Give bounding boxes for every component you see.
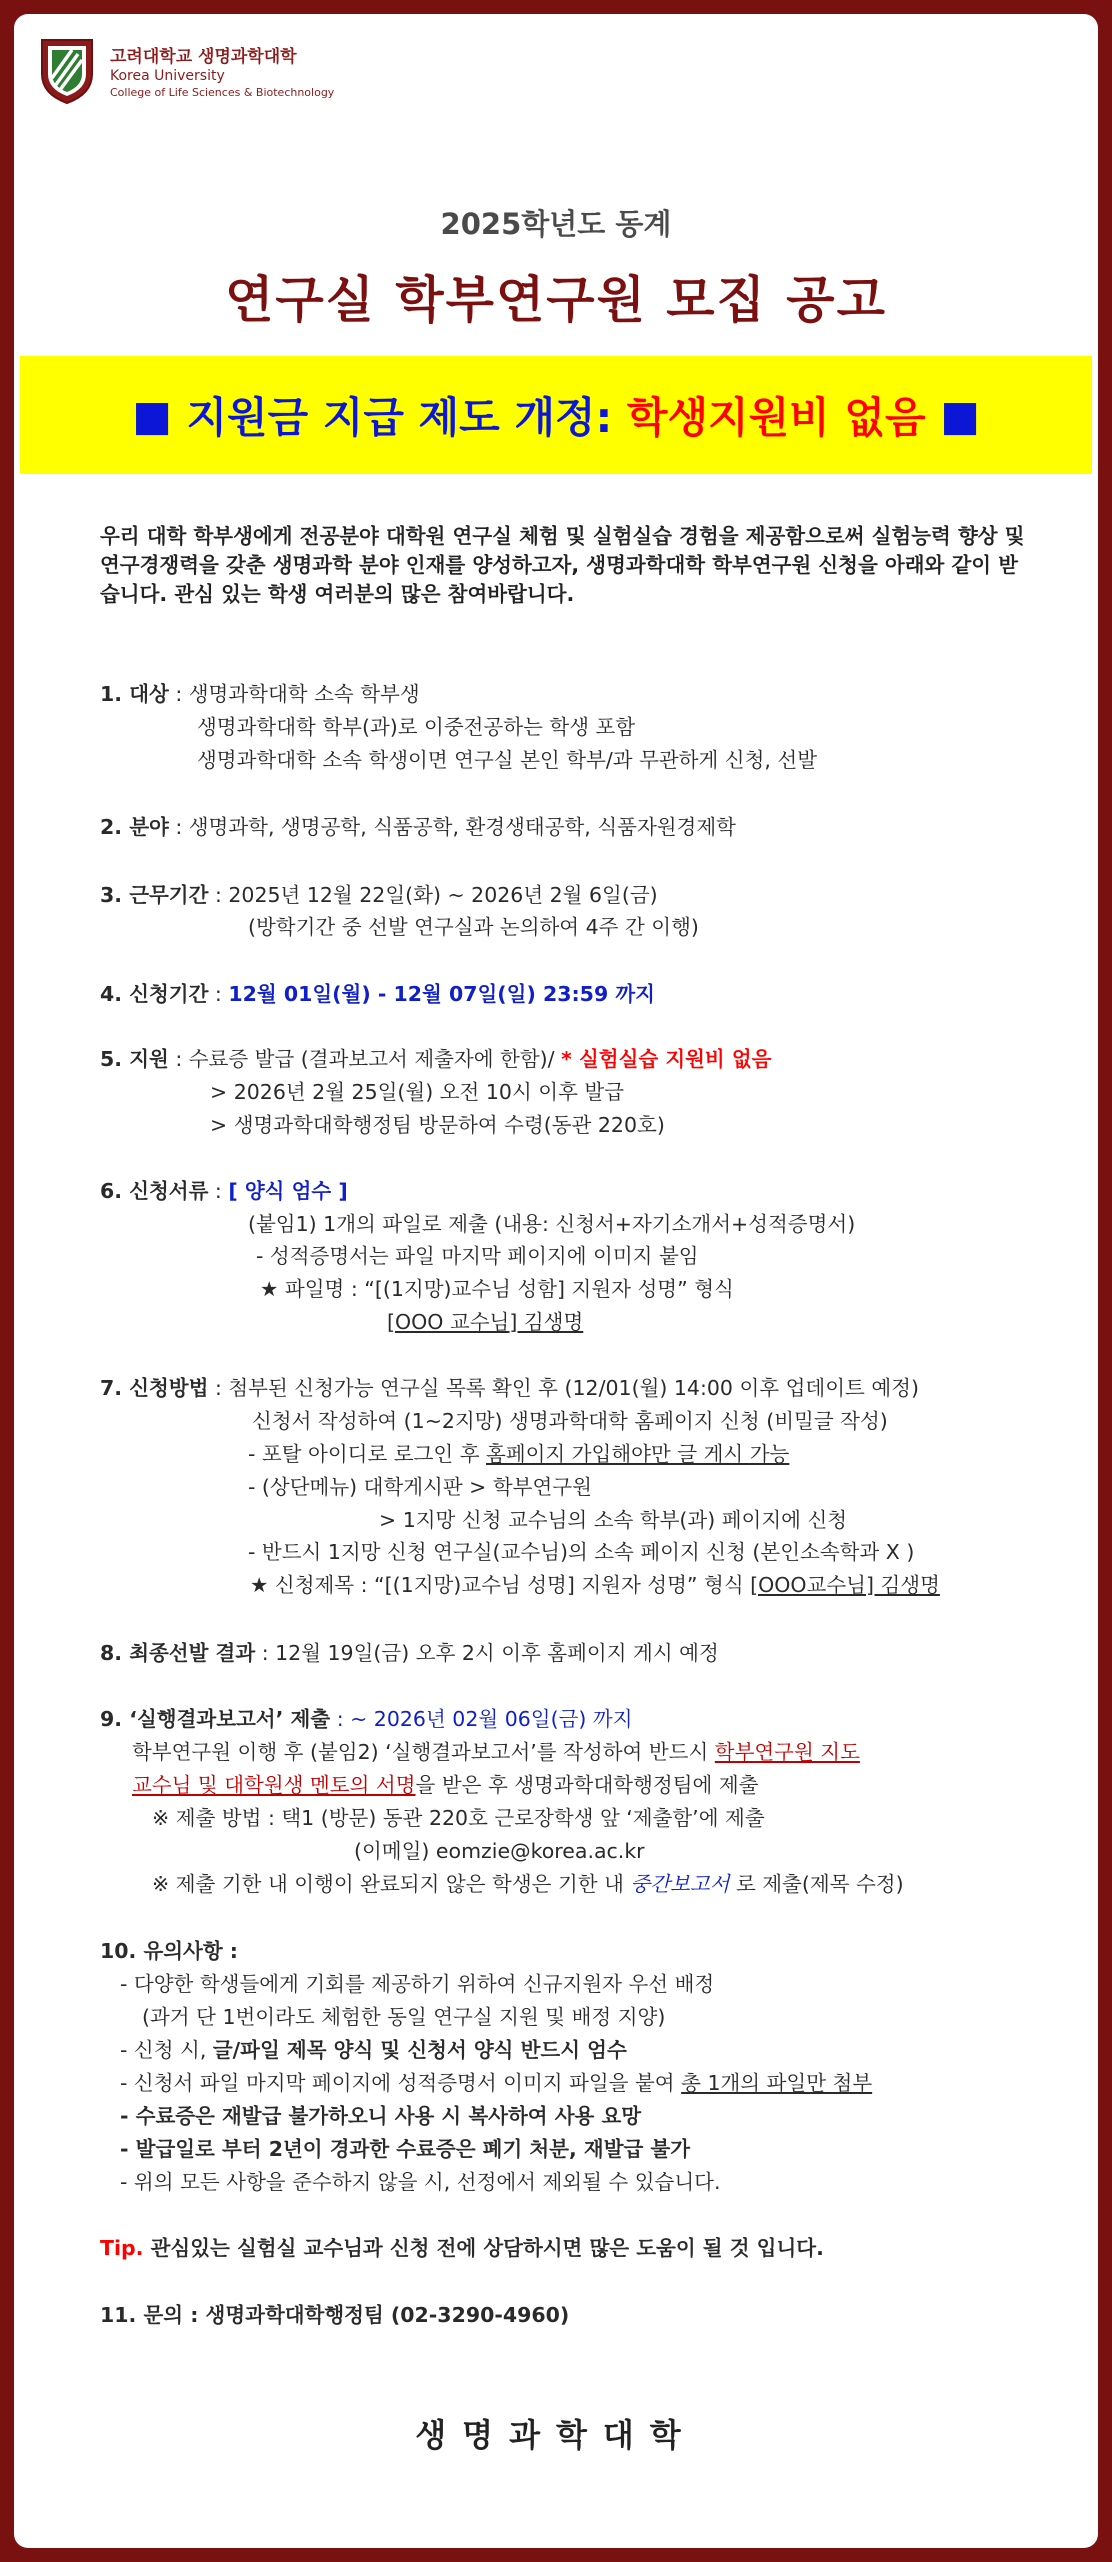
footer-college-name: 생명과학대학 (415, 2416, 697, 2454)
section-heading: 5. 지원 (100, 1047, 169, 1071)
title-example: [OOO교수님] 김생명 (750, 1573, 940, 1597)
square-icon: ■ (132, 390, 172, 440)
section-7-line: 신청서 작성하여 (1~2지망) 생명과학대학 홈페이지 신청 (비밀글 작성) (252, 1409, 888, 1433)
section-text: : 수료증 발급 (결과보고서 제출자에 한함)/ (175, 1047, 555, 1071)
section-9-line (132, 1739, 860, 1765)
section-6-line (100, 1178, 348, 1204)
section-text: : 12월 19일(금) 오후 2시 이후 홈페이지 게시 예정 (261, 1641, 719, 1665)
section-9-line (132, 1772, 758, 1798)
no-support-note: * 실험실습 지원비 없음 (561, 1047, 772, 1071)
signature-requirement: 학부연구원 지도 (714, 1740, 860, 1764)
section-text: - 포탈 아이디로 로그인 후 (248, 1442, 487, 1466)
section-10-line (120, 2070, 872, 2096)
section-1-line: 생명과학대학 학부(과)로 이중전공하는 학생 포함 (197, 715, 636, 739)
section-heading: 2. 분야 (100, 815, 169, 839)
logo-english-name: Korea University (110, 68, 225, 84)
banner-blue-text: 지원금 지급 제도 개정: (186, 393, 613, 442)
section-text: : 생명과학대학 소속 학부생 (175, 682, 420, 706)
section-9-line (152, 1871, 904, 1897)
section-text: 학부연구원 이행 후 (붙임2) ‘실행결과보고서’를 작성하여 반드시 (132, 1740, 715, 1764)
section-heading: ‘실행결과보고서’ 제출 (129, 1707, 331, 1731)
section-6-line: ★ 파일명 : “[(1지망)교수님 성함] 지원자 성명” 형식 (260, 1277, 734, 1301)
section-7-line (100, 1375, 919, 1401)
signup-required-note: 홈페이지 가입해야만 글 게시 가능 (486, 1442, 790, 1466)
section-3-line (100, 882, 658, 908)
section-5-line: > 생명과학대학행정팀 방문하여 수령(동관 220호) (210, 1113, 665, 1137)
notice-title: 연구실 학부연구원 모집 공고 (225, 271, 887, 329)
submission-email: (이메일) eomzie@korea.ac.kr (354, 1839, 645, 1863)
intro-paragraph: 우리 대학 학부생에게 전공분야 대학원 연구실 체험 및 실험실습 경험을 제공함으로써 실험능력 향상 및 연구경쟁력을 갖춘 생명과학 분야 인재를 양성하고자, 생명과학대학 학부연구원 신청을 아래와 같이 받습니다. 관심 있는 학생 여러분의 많은 참여바랍니다. (100, 524, 1025, 606)
section-text: : 2025년 12월 22일(화) ~ 2026년 2월 6일(금) (214, 883, 658, 907)
section-colon: : (208, 1179, 229, 1203)
section-number: 9. (100, 1707, 130, 1731)
section-5-line (100, 1046, 771, 1072)
section-10-line: - 위의 모든 사항을 준수하지 않을 시, 선정에서 제외될 수 있습니다. (120, 2170, 721, 2194)
section-heading: 8. 최종선발 결과 (100, 1641, 256, 1665)
section-6-line: (붙임1) 1개의 파일로 제출 (내용: 신청서+자기소개서+성적증명서) (248, 1212, 856, 1236)
section-2-line (100, 814, 736, 840)
section-10-line: (과거 단 1번이라도 체험한 동일 연구실 지원 및 배정 지양) (142, 2005, 666, 2029)
logo-korean-name: 고려대학교 생명과학대학 (110, 47, 297, 67)
section-10-line (120, 2037, 627, 2063)
report-deadline: : ~ 2026년 02월 06일(금) 까지 (336, 1707, 633, 1731)
section-9-line: ※ 제출 방법 : 택1 (방문) 동관 220호 근로장학생 앞 ‘제출함’에 제출 (152, 1806, 765, 1830)
section-text: : 생명과학, 생명공학, 식품공학, 환경생태공학, 식품자원경제학 (175, 815, 736, 839)
section-text: - 신청 시, (120, 2038, 213, 2062)
section-8-line (100, 1640, 719, 1666)
section-10-line: - 수료증은 재발급 불가하오니 사용 시 복사하여 사용 요망 (120, 2104, 642, 2128)
shield-icon (38, 36, 96, 106)
section-3-line: (방학기간 중 선발 연구실과 논의하여 4주 간 이행) (248, 915, 699, 939)
tip-line (100, 2235, 824, 2261)
form-strict-note: [ 양식 엄수 ] (228, 1179, 348, 1203)
tip-label: Tip. (100, 2236, 144, 2260)
section-7-line: > 1지망 신청 교수님의 소속 학부(과) 페이지에 신청 (379, 1508, 848, 1532)
banner-red-text: 학생지원비 없음 (626, 393, 926, 442)
notice-subtitle: 2025학년도 동계 (440, 207, 672, 241)
logo-english-college: College of Life Sciences & Biotechnology (110, 86, 335, 99)
signature-requirement: 교수님 및 대학원생 멘토의 서명 (132, 1773, 416, 1797)
policy-banner (20, 356, 1092, 474)
section-heading: 4. 신청기간 (100, 982, 209, 1006)
single-file-note: 총 1개의 파일만 첨부 (681, 2071, 873, 2095)
section-7-line: - 반드시 1지망 신청 연구실(교수님)의 소속 페이지 신청 (본인소속학과 X ) (248, 1540, 915, 1564)
section-text: 로 제출(제목 수정) (729, 1872, 904, 1896)
interim-report: 중간보고서 (630, 1872, 730, 1896)
format-required-note: 글/파일 제목 양식 및 신청서 양식 반드시 엄수 (212, 2038, 627, 2062)
section-1-line (100, 681, 420, 707)
section-text: : 첨부된 신청가능 연구실 목록 확인 후 (12/01(월) 14:00 이후 업데이트 예정) (214, 1376, 919, 1400)
section-heading: 6. 신청서류 (100, 1179, 209, 1203)
section-7-line (250, 1572, 940, 1598)
section-6-line: - 성적증명서는 파일 마지막 페이지에 이미지 붙임 (256, 1244, 699, 1268)
section-text: ※ 제출 기한 내 이행이 완료되지 않은 학생은 기한 내 (152, 1872, 631, 1896)
notice-sheet (14, 14, 1098, 2548)
section-heading: 3. 근무기간 (100, 883, 209, 907)
section-text: ★ 신청제목 : “[(1지망)교수님 성명] 지원자 성명” 형식 (250, 1573, 751, 1597)
application-period: 12월 01일(월) - 12월 07일(일) 23:59 까지 (228, 982, 655, 1006)
filename-example: [OOO 교수님] 김생명 (387, 1310, 584, 1334)
section-10-line: - 다양한 학생들에게 기회를 제공하기 위하여 신규지원자 우선 배정 (120, 1972, 715, 1996)
section-10-heading: 10. 유의사항 : (100, 1939, 238, 1963)
section-heading: 7. 신청방법 (100, 1376, 209, 1400)
square-icon: ■ (940, 390, 980, 440)
section-text: 을 받은 후 생명과학대학행정팀에 제출 (415, 1773, 759, 1797)
section-4-line (100, 981, 655, 1007)
section-1-line: 생명과학대학 소속 학생이면 연구실 본인 학부/과 무관하게 신청, 선발 (197, 748, 818, 772)
section-7-line (248, 1441, 789, 1467)
section-7-line: - (상단메뉴) 대학게시판 > 학부연구원 (248, 1475, 592, 1499)
section-9-line (100, 1706, 633, 1732)
section-colon: : (208, 982, 229, 1006)
section-heading: 1. 대상 (100, 682, 169, 706)
contact-line: 11. 문의 : 생명과학대학행정팀 (02-3290-4960) (100, 2303, 570, 2327)
section-5-line: > 2026년 2월 25일(월) 오전 10시 이후 발급 (210, 1080, 625, 1104)
tip-text: 관심있는 실험실 교수님과 신청 전에 상담하시면 많은 도움이 될 것 입니다. (143, 2236, 824, 2260)
section-10-line: - 발급일로 부터 2년이 경과한 수료증은 폐기 처분, 재발급 불가 (120, 2137, 691, 2161)
section-text: - 신청서 파일 마지막 페이지에 성적증명서 이미지 파일을 붙여 (120, 2071, 682, 2095)
